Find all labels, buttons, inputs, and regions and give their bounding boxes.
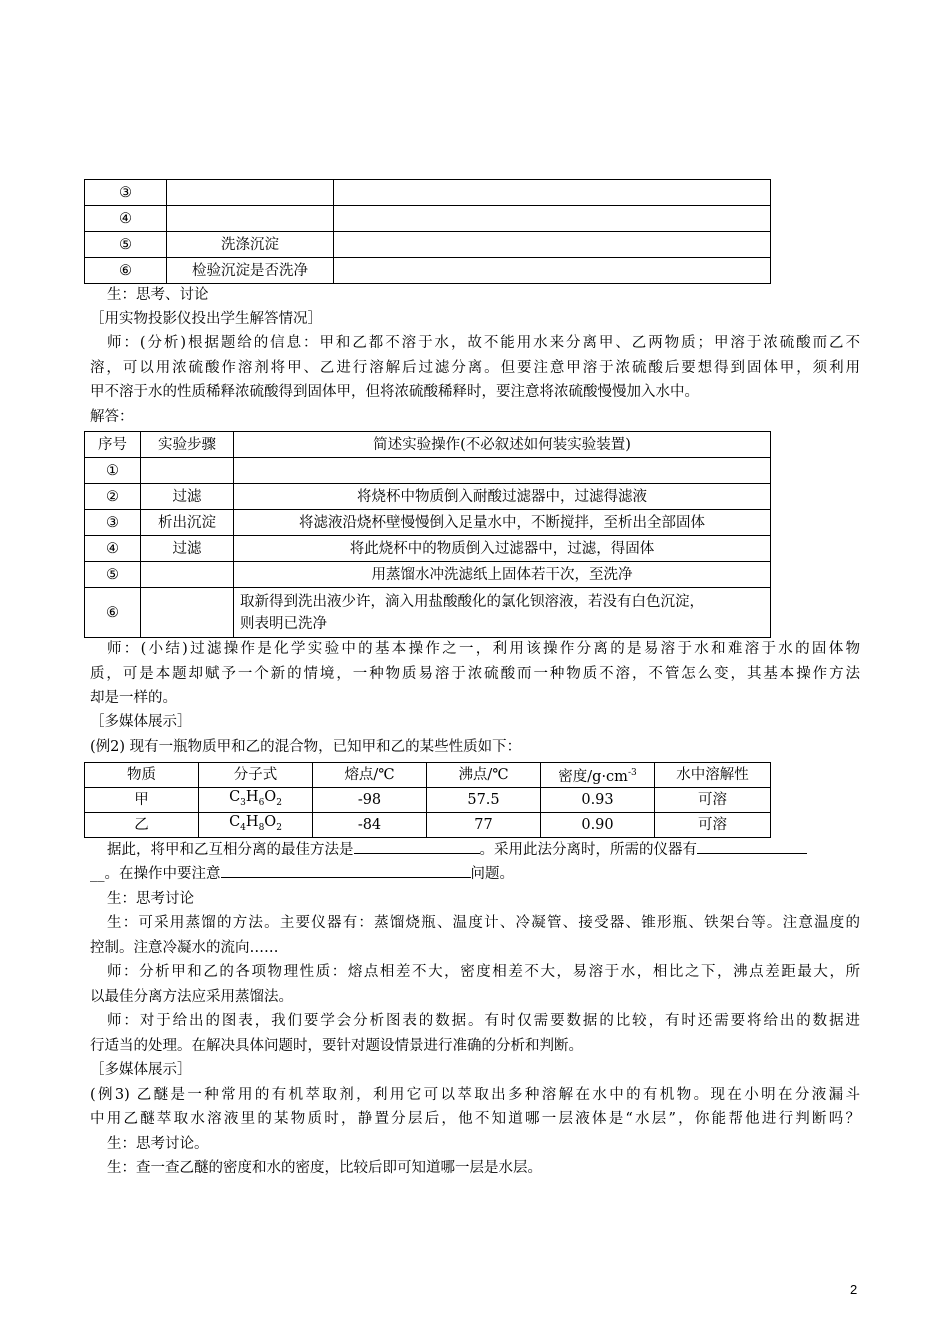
- formula-part: H: [245, 814, 259, 831]
- paragraph-line: 生：可采用蒸馏的方法。主要仪器有：蒸馏烧瓶、温度计、冷凝管、接受器、锥形瓶、铁架台等。注意温度的: [107, 915, 860, 931]
- paragraph-line: 师：(分析)根据题给的信息：甲和乙都不溶于水，故不能用水来分离甲、乙两物质；甲溶于浓硫酸而乙不: [107, 335, 860, 351]
- table-cell: ④: [85, 206, 167, 232]
- formula-sub: 4: [240, 822, 246, 833]
- formula-sub: 8: [258, 822, 265, 833]
- table-cell: [167, 180, 334, 206]
- table-cell: 洗涤沉淀: [167, 232, 334, 258]
- paragraph-line: 却是一样的。: [90, 690, 177, 706]
- paragraph-line: 生：思考、讨论: [107, 287, 209, 303]
- table-cell: 用蒸馏水冲洗滤纸上固体若干次，至洗净: [234, 562, 771, 588]
- paragraph-line: 师：对于给出的图表，我们要学会分析图表的数据。有时仅需要数据的比较，有时还需要将给出的数据进: [107, 1013, 860, 1029]
- answer-blank: [221, 863, 471, 878]
- paragraph-line: 生：查一查乙醚的密度和水的密度，比较后即可知道哪一层是水层。: [107, 1160, 542, 1176]
- paragraph-line: (例3) 乙醚是一种常用的有机萃取剂，利用它可以萃取出多种溶解在水中的有机物。现在小明在分液漏斗: [90, 1087, 860, 1103]
- table-cell: ⑥: [85, 588, 141, 638]
- table-cell: 将此烧杯中的物质倒入过滤器中，过滤，得固体: [234, 536, 771, 562]
- table-cell: 将烧杯中物质倒入耐酸过滤器中，过滤得滤液: [234, 484, 771, 510]
- table-cell: 57.5: [427, 788, 541, 813]
- table-cell: 0.93: [541, 788, 655, 813]
- column-header: [541, 763, 655, 788]
- density-label: 密度/g·cm: [558, 768, 628, 785]
- formula-sub: 3: [240, 797, 246, 808]
- answer-blank: [697, 839, 807, 854]
- table-cell: [141, 458, 234, 484]
- steps-table-continued: [84, 179, 771, 284]
- paragraph-line: ［用实物投影仪投出学生解答情况］: [90, 311, 322, 327]
- table-cell: ④: [85, 536, 141, 562]
- table-cell: [334, 180, 771, 206]
- formula-part: H: [245, 789, 259, 806]
- paragraph-line: 质，可是本题却赋予一个新的情境，一种物质易溶于浓硫酸而一种物质不溶，不管怎么变，其基本操作方法: [90, 666, 860, 682]
- table-cell: [234, 458, 771, 484]
- table-cell: 过滤: [141, 484, 234, 510]
- table-row: [85, 180, 771, 206]
- table-cell: ⑥: [85, 258, 167, 284]
- column-header: 沸点/℃: [427, 763, 541, 788]
- table-row: [85, 206, 771, 232]
- paragraph-line: 解答：: [90, 409, 134, 425]
- table-row: [85, 458, 771, 484]
- paragraph-line: 以最佳分离方法应采用蒸馏法。: [90, 989, 293, 1005]
- table-cell: -98: [313, 788, 427, 813]
- table-row: [85, 813, 771, 838]
- column-header: 序号: [85, 432, 141, 458]
- table-row: [85, 232, 771, 258]
- column-header: 简述实验操作(不必叙述如何装实验装置): [234, 432, 771, 458]
- table-cell: ③: [85, 180, 167, 206]
- formula-cell: [199, 813, 313, 838]
- formula-part: O: [264, 789, 277, 806]
- table-row: [85, 510, 771, 536]
- properties-table: [84, 762, 771, 838]
- formula-sub: 6: [258, 797, 265, 808]
- formula-cell: [199, 788, 313, 813]
- answer-blank: [354, 839, 480, 854]
- table-cell: 可溶: [655, 813, 771, 838]
- table-row: [85, 258, 771, 284]
- formula-part: C: [229, 814, 241, 831]
- cell-line: 取新得到洗出液少许，滴入用盐酸酸化的氯化钡溶液，若没有白色沉淀，: [240, 593, 704, 610]
- table-row: [85, 788, 771, 813]
- formula-part: C: [229, 789, 241, 806]
- table-row: [85, 536, 771, 562]
- density-exponent: -3: [627, 768, 637, 779]
- paragraph-line: 中用乙醚萃取水溶液里的某物质时，静置分层后，他不知道哪一层液体是“水层”，你能帮他进行判断吗？: [90, 1111, 860, 1127]
- table-cell: 甲: [85, 788, 199, 813]
- formula-part: O: [264, 814, 277, 831]
- table-header-row: [85, 763, 771, 788]
- column-header: 实验步骤: [141, 432, 234, 458]
- table-cell: 检验沉淀是否洗净: [167, 258, 334, 284]
- table-cell: 析出沉淀: [141, 510, 234, 536]
- table-cell: 0.90: [541, 813, 655, 838]
- paragraph-line: 生：思考讨论。: [107, 1136, 209, 1152]
- table-row: [85, 562, 771, 588]
- cell-line: 则表明已洗净: [240, 615, 327, 632]
- paragraph-line: 溶，可以用浓硫酸作溶剂将甲、乙进行溶解后过滤分离。但要注意甲溶于浓硫酸后要想得到固体甲，须利用: [90, 360, 860, 376]
- question-text: 据此，将甲和乙互相分离的最佳方法是: [107, 842, 354, 858]
- table-cell: ③: [85, 510, 141, 536]
- table-cell: [141, 588, 234, 638]
- paragraph-line: ［多媒体展示］: [90, 714, 192, 730]
- table-row: [85, 484, 771, 510]
- table-cell: 过滤: [141, 536, 234, 562]
- table-cell: [141, 562, 234, 588]
- table-cell: ①: [85, 458, 141, 484]
- table-cell: 77: [427, 813, 541, 838]
- question-text: 问题。: [470, 866, 514, 882]
- question-line: [107, 838, 877, 862]
- table-cell: [167, 206, 334, 232]
- table-cell: 乙: [85, 813, 199, 838]
- paragraph-line: 甲不溶于水的性质稀释浓硫酸得到固体甲，但将浓硫酸稀释时，要注意将浓硫酸慢慢加入水中。: [90, 384, 699, 400]
- table-header-row: [85, 432, 771, 458]
- paragraph-line: 师：(小结)过滤操作是化学实验中的基本操作之一，利用该操作分离的是易溶于水和难溶于水的固体物: [107, 641, 860, 657]
- column-header: 分子式: [199, 763, 313, 788]
- paragraph-line: ［多媒体展示］: [90, 1062, 192, 1078]
- column-header: 物质: [85, 763, 199, 788]
- page-number: 2: [850, 1282, 858, 1297]
- table-cell: [234, 588, 771, 638]
- formula-sub: 2: [276, 797, 282, 808]
- question-line: [90, 862, 860, 886]
- column-header: 水中溶解性: [655, 763, 771, 788]
- question-text: __。在操作中要注意: [90, 866, 221, 882]
- table-cell: ②: [85, 484, 141, 510]
- table-cell: ⑤: [85, 232, 167, 258]
- table-cell: [334, 232, 771, 258]
- paragraph-line: (例2) 现有一瓶物质甲和乙的混合物，已知甲和乙的某些性质如下：: [90, 739, 522, 755]
- column-header: 熔点/℃: [313, 763, 427, 788]
- table-cell: 可溶: [655, 788, 771, 813]
- table-cell: [334, 206, 771, 232]
- table-cell: 将滤液沿烧杯壁慢慢倒入足量水中，不断搅拌，至析出全部固体: [234, 510, 771, 536]
- paragraph-line: 行适当的处理。在解决具体问题时，要针对题设情景进行准确的分析和判断。: [90, 1038, 583, 1054]
- paragraph-line: 生：思考讨论: [107, 891, 194, 907]
- answer-table: [84, 431, 771, 638]
- table-row: [85, 588, 771, 638]
- table-cell: -84: [313, 813, 427, 838]
- paragraph-line: 控制。注意冷凝水的流向……: [90, 940, 279, 956]
- formula-sub: 2: [276, 822, 282, 833]
- paragraph-line: 师：分析甲和乙的各项物理性质：熔点相差不大，密度相差不大，易溶于水，相比之下，沸点差距最大，所: [107, 964, 860, 980]
- table-cell: [334, 258, 771, 284]
- table-cell: ⑤: [85, 562, 141, 588]
- question-text: 。采用此法分离时，所需的仪器有: [479, 842, 697, 858]
